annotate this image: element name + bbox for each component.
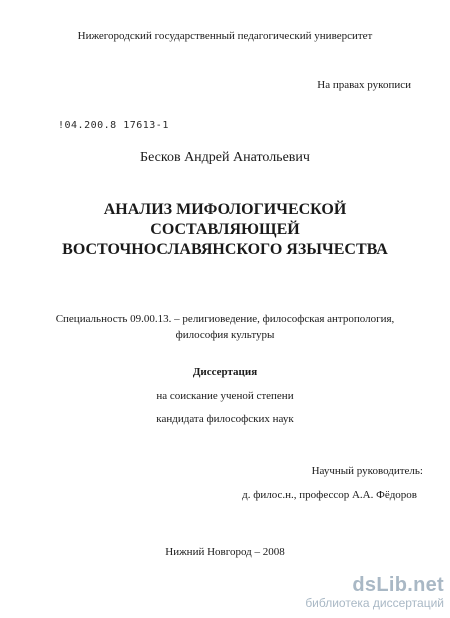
watermark-subtitle: библиотека диссертаций xyxy=(305,596,444,610)
specialty-line: философия культуры xyxy=(175,329,275,341)
watermark[interactable] xyxy=(244,574,444,610)
city-year: Нижний Новгород – 2008 xyxy=(165,546,285,558)
title-line: ВОСТОЧНОСЛАВЯНСКОГО ЯЗЫЧЕСТВА xyxy=(62,241,388,258)
watermark-brand: dsLib.net xyxy=(352,574,444,596)
rights-note: На правах рукописи xyxy=(317,79,411,91)
degree-line: на соискание ученой степени xyxy=(156,390,294,402)
title-line: СОСТАВЛЯЮЩЕЙ xyxy=(150,221,300,238)
author-name: Бесков Андрей Анатольевич xyxy=(140,150,310,165)
title-line: АНАЛИЗ МИФОЛОГИЧЕСКОЙ xyxy=(103,201,347,218)
dissertation-title xyxy=(0,200,450,260)
university-name: Нижегородский государственный педагогический университет xyxy=(77,30,373,42)
stamp-code: !04.200.8 17613-1 xyxy=(58,120,169,131)
supervisor-name: д. филос.н., профессор А.А. Фёдоров xyxy=(242,489,417,501)
supervisor-label: Научный руководитель: xyxy=(311,465,423,477)
specialty xyxy=(0,311,450,343)
specialty-line: Специальность 09.00.13. – религиоведение, философская антропология, xyxy=(55,313,395,325)
work-type: Диссертация xyxy=(192,366,258,378)
degree-line: кандидата философских наук xyxy=(156,413,294,425)
